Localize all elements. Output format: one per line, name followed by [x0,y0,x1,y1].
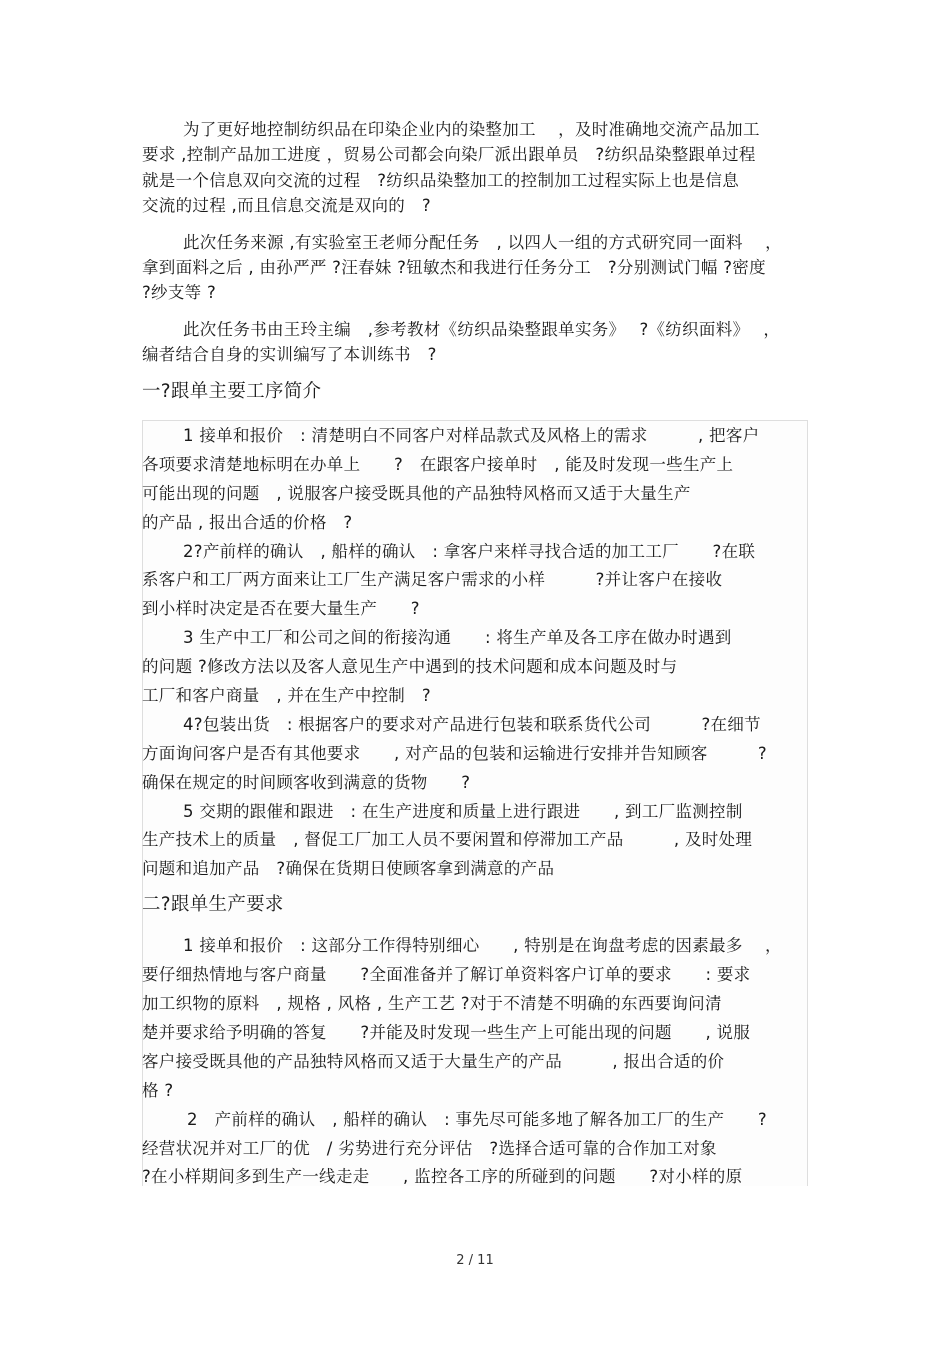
intro-line: 编者结合自身的实训编写了本训练书 ? [142,345,437,364]
body-line: 4?包装出货 : 根据客户的要求对产品进行包装和联系货代公司 ?在细节 [183,715,761,734]
intro-line: 此次任务书由王玲主编 ,参考教材《纺织品染整跟单实务》 ?《纺织面料》 ， [183,320,781,339]
intro-line: 为了更好地控制纺织品在印染企业内的染整加工 ，及时准确地交流产品加工 [183,120,760,139]
body-line: 5 交期的跟催和跟进 : 在生产进度和质量上进行跟进 , 到工厂监测控制 [183,802,743,821]
body-line: ?在小样期间多到生产一线走走 , 监控各工序的所碰到的问题 ?对小样的原 [142,1167,743,1186]
intro-line: 就是一个信息双向交流的过程 ?纺织品染整加工的控制加工过程实际上也是信息 [142,171,740,190]
body-line: 的产品 , 报出合适的价格 ? [142,513,353,532]
body-line: 可能出现的问题 , 说服客户接受既具他的产品独特风格而又适于大量生产 [142,484,691,503]
body-line: 1 接单和报价 : 这部分工作得特别细心 , 特别是在询盘考虑的因素最多 ， [183,936,782,955]
body-line: 1 接单和报价 : 清楚明白不同客户对样品款式及风格上的需求 , 把客户 [183,426,760,445]
body-line: 问题和追加产品 ?确保在货期日使顾客拿到满意的产品 [142,859,555,878]
body-line: 的问题 ?修改方法以及客人意见生产中遇到的技术问题和成本问题及时与 [142,657,678,676]
body-line: 经营状况并对工厂的优 / 劣势进行充分评估 ?选择合适可靠的合作加工对象 [142,1139,717,1158]
body-line: 到小样时决定是否在要大量生产 ? [142,599,420,618]
body-line: 要仔细热情地与客户商量 ?全面准备并了解订单资料客户订单的要求 : 要求 [142,965,751,984]
body-line: 生产技术上的质量 , 督促工厂加工人员不要闲置和停滞加工产品 , 及时处理 [142,830,753,849]
intro-line: 拿到面料之后 , 由孙严严 ?汪春妹 ?钮敏杰和我进行任务分工 ?分别测试门幅 ?密度 [142,258,766,277]
section-heading: 一?跟单主要工序简介 [142,381,322,402]
body-line: 各项要求清楚地标明在办单上 ? 在跟客户接单时 , 能及时发现一些生产上 [142,455,734,474]
body-line: 2?产前样的确认 , 船样的确认 : 拿客户来样寻找合适的加工工厂 ?在联 [183,542,756,561]
intro-line: ?纱支等 ? [142,283,217,302]
body-line: 方面询问客户是否有其他要求 , 对产品的包装和运输进行安排并告知顾客 ? [142,744,767,763]
intro-line: 此次任务来源 ,有实验室王老师分配任务 , 以四人一组的方式研究同一面料 ， [183,233,782,252]
body-line: 系客户和工厂两方面来让工厂生产满足客户需求的小样 ?并让客户在接收 [142,570,723,589]
page-number: 2 / 11 [456,1253,494,1268]
section-heading: 二?跟单生产要求 [142,894,284,915]
body-line: 客户接受既具他的产品独特风格而又适于大量生产的产品 , 报出合适的价 [142,1052,725,1071]
body-line: 楚并要求给予明确的答复 ?并能及时发现一些生产上可能出现的问题 , 说服 [142,1023,751,1042]
body-line: 确保在规定的时间顾客收到满意的货物 ? [142,773,471,792]
body-line: 加工织物的原料 , 规格 , 风格 , 生产工艺 ?对于不清楚不明确的东西要询问清 [142,994,722,1013]
body-line: 工厂和客户商量 , 并在生产中控制 ? [142,686,431,705]
intro-line: 要求 ,控制产品加工进度 ，贸易公司都会向染厂派出跟单员 ?纺织品染整跟单过程 [142,145,756,164]
body-line: 格 ? [142,1081,174,1100]
body-line: 2 产前样的确认 , 船样的确认 : 事先尽可能多地了解各加工厂的生产 ? [187,1110,767,1129]
intro-line: 交流的过程 ,而且信息交流是双向的 ? [142,196,431,215]
body-line: 3 生产中工厂和公司之间的衔接沟通 : 将生产单及各工序在做办时遇到 [183,628,732,647]
